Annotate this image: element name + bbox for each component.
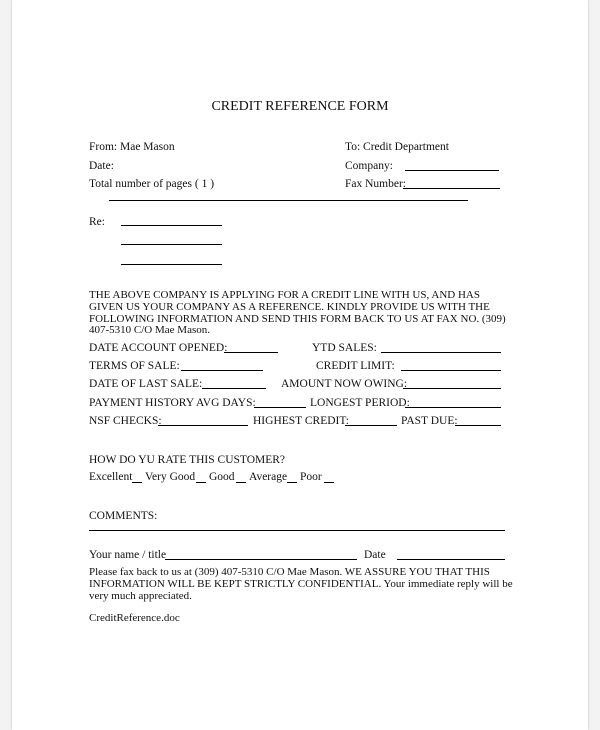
date-of-last-sale-line[interactable]	[202, 388, 266, 389]
form-title: CREDIT REFERENCE FORM	[211, 99, 389, 114]
rating-option-excellent: Excellent	[89, 471, 133, 483]
rating-option-good: Good	[209, 471, 235, 483]
payment-history-label: PAYMENT HISTORY AVG DAYS:	[89, 397, 256, 409]
closing-line-1: Please fax back to us at (309) 407-5310 C/O Mae Mason. WE ASSURE YOU THAT THIS	[89, 566, 490, 578]
rating-blank-very-good[interactable]	[196, 482, 206, 483]
intro-line-1: THE ABOVE COMPANY IS APPLYING FOR A CREDIT LINE WITH US, AND HAS	[89, 289, 480, 301]
ytd-sales-line[interactable]	[381, 352, 501, 353]
rating-option-poor: Poor	[300, 471, 322, 483]
credit-limit-line[interactable]	[401, 370, 501, 371]
date-signature-line[interactable]	[397, 559, 505, 560]
date-account-opened-label: DATE ACCOUNT OPENED:	[89, 342, 228, 354]
date-of-last-sale-label: DATE OF LAST SALE:	[89, 378, 203, 390]
rating-blank-average[interactable]	[287, 482, 297, 483]
rating-question: HOW DO YU RATE THIS CUSTOMER?	[89, 454, 286, 466]
comments-label: COMMENTS:	[89, 510, 158, 522]
intro-line-4: 407-5310 C/O Mae Mason.	[89, 324, 210, 337]
re-line-1[interactable]	[121, 225, 222, 226]
amount-now-owing-line[interactable]	[403, 388, 501, 389]
closing-line-3: very much appreciated.	[89, 590, 192, 602]
longest-period-label: LONGEST PERIOD:	[310, 397, 410, 409]
fax-number-line[interactable]	[403, 188, 500, 189]
fax-number-label: Fax Number:	[345, 178, 407, 190]
rating-blank-good[interactable]	[236, 482, 246, 483]
highest-credit-line[interactable]	[345, 425, 397, 426]
from-text: From: Mae Mason	[89, 141, 175, 153]
rating-option-average: Average	[249, 471, 288, 483]
header-divider-line	[109, 200, 468, 201]
closing-line-2: INFORMATION WILL BE KEPT STRICTLY CONFIDENTIAL. Your immediate reply will be	[89, 578, 513, 590]
rating-blank-poor[interactable]	[324, 482, 334, 483]
re-line-3[interactable]	[121, 264, 222, 265]
credit-limit-label: CREDIT LIMIT:	[316, 360, 395, 372]
amount-now-owing-label: AMOUNT NOW OWING:	[281, 378, 408, 390]
your-name-title-label: Your name / title	[89, 549, 167, 561]
total-pages-label: Total number of pages ( 1 )	[89, 178, 215, 190]
rating-blank-excellent[interactable]	[132, 482, 142, 483]
date-signature-label: Date	[364, 549, 386, 561]
document-page	[12, 0, 588, 730]
re-label: Re:	[89, 216, 105, 228]
company-line[interactable]	[405, 170, 499, 171]
rating-option-very-good: Very Good	[145, 471, 196, 483]
your-name-title-line[interactable]	[165, 559, 357, 560]
comments-line-1[interactable]	[89, 530, 505, 531]
nsf-checks-line[interactable]	[158, 425, 248, 426]
date-label: Date:	[89, 160, 114, 172]
longest-period-line[interactable]	[405, 407, 501, 408]
intro-line-3: FOLLOWING INFORMATION AND SEND THIS FORM BACK TO US AT FAX NO. (309)	[89, 312, 506, 325]
to-text: To: Credit Department	[345, 141, 449, 153]
company-label: Company:	[345, 160, 393, 172]
past-due-line[interactable]	[455, 425, 501, 426]
past-due-label: PAST DUE:	[401, 415, 458, 427]
terms-of-sale-line[interactable]	[181, 370, 263, 371]
intro-line-2: GIVEN US YOUR COMPANY AS A REFERENCE. KINDLY PROVIDE US WITH THE	[89, 300, 490, 313]
date-account-opened-line[interactable]	[224, 352, 278, 353]
highest-credit-label: HIGHEST CREDIT:	[253, 415, 350, 427]
terms-of-sale-label: TERMS OF SALE:	[89, 360, 180, 372]
nsf-checks-label: NSF CHECKS:	[89, 415, 162, 427]
footer-filename: CreditReference.doc	[89, 612, 180, 624]
payment-history-line[interactable]	[254, 407, 306, 408]
re-line-2[interactable]	[121, 244, 222, 245]
ytd-sales-label: YTD SALES:	[312, 342, 377, 354]
